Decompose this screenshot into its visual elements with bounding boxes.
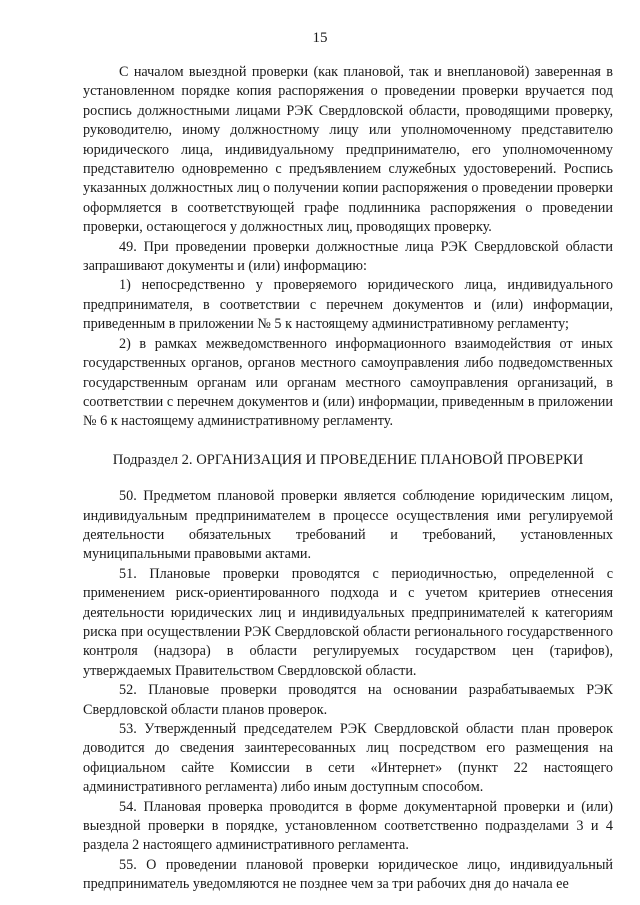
paragraph-49-item-2: 2) в рамках межведомственного информационного взаимодействия от иных государственных органов, органов местного самоуправления либо подведомственных государственным органам или органам местного самоуправления организаций, в соответствии с перечнем документов и (или) информации, приведенным в приложении № 6 к настоящему административному регламенту. [83,335,613,430]
paragraph-51: 51. Плановые проверки проводятся с периодичностью, определенной с применением риск-ориентированного подхода и с учетом критериев отнесения деятельности юридических лиц и индивидуальных предпринимателей к категориям риска при осуществлении РЭК Свердловской области регионального государственного контроля (надзора) в области регулируемых государством цен (тарифов), утверждаемых Правительством Свердловской области. [83,565,613,679]
paragraph-53: 53. Утвержденный председателем РЭК Свердловской области план проверок доводится до сведения заинтересованных лиц посредством его размещения на официальном сайте Комиссии в сети «Интернет» (пункт 22 настоящего административного регламента) либо иным доступным способом. [83,721,613,796]
document-body [83,63,613,895]
paragraph-50: 50. Предметом плановой проверки является соблюдение юридическим лицом, индивидуальным предпринимателем в процессе осуществления ими регулируемой деятельности обязательных требований и требований, установленных муниципальными правовыми актами. [83,488,613,563]
subsection-title: Подраздел 2. ОРГАНИЗАЦИЯ И ПРОВЕДЕНИЕ ПЛАНОВОЙ ПРОВЕРКИ [112,451,584,468]
paragraph-52: 52. Плановые проверки проводятся на основании разрабатываемых РЭК Свердловской области планов проверок. [83,682,613,718]
paragraph-54: 54. Плановая проверка проводится в форме документарной проверки и (или) выездной проверки в порядке, установленном соответственно подразделами 3 и 4 раздела 2 настоящего административного регламента. [83,798,613,854]
paragraph-49: 49. При проведении проверки должностные лица РЭК Свердловской области запрашивают документы и (или) информацию: [83,238,613,275]
paragraph-49-item-1: 1) непосредственно у проверяемого юридического лица, индивидуального предпринимателя, в соответствии с перечнем документов и (или) информации, приведенным в приложении № 5 к настоящему административному регламенту; [83,277,613,333]
paragraph-inspection-start: С началом выездной проверки (как плановой, так и внеплановой) заверенная в установленном порядке копия распоряжения о проведении проверки вручается под роспись должностными лицами РЭК Свердловской области, проводящими проверку, руководителю, иному должностному лицу или уполномоченному представителю юридического лица, индивидуальному предпринимателю, его уполномоченному представителю одновременно с предъявлением служебных удостоверений. Роспись указанных должностных лиц о получении копии распоряжения о проведении проверки оформляется в соответствующей графе подлинника распоряжения о проведении проверки, остающегося у должностных лиц, проводящих проверку. [83,64,613,236]
page-number: 15 [312,30,328,46]
paragraph-55: 55. О проведении плановой проверки юридическое лицо, индивидуальный предприниматель уведомляются не позднее чем за три рабочих дня до начала ее [83,856,613,893]
